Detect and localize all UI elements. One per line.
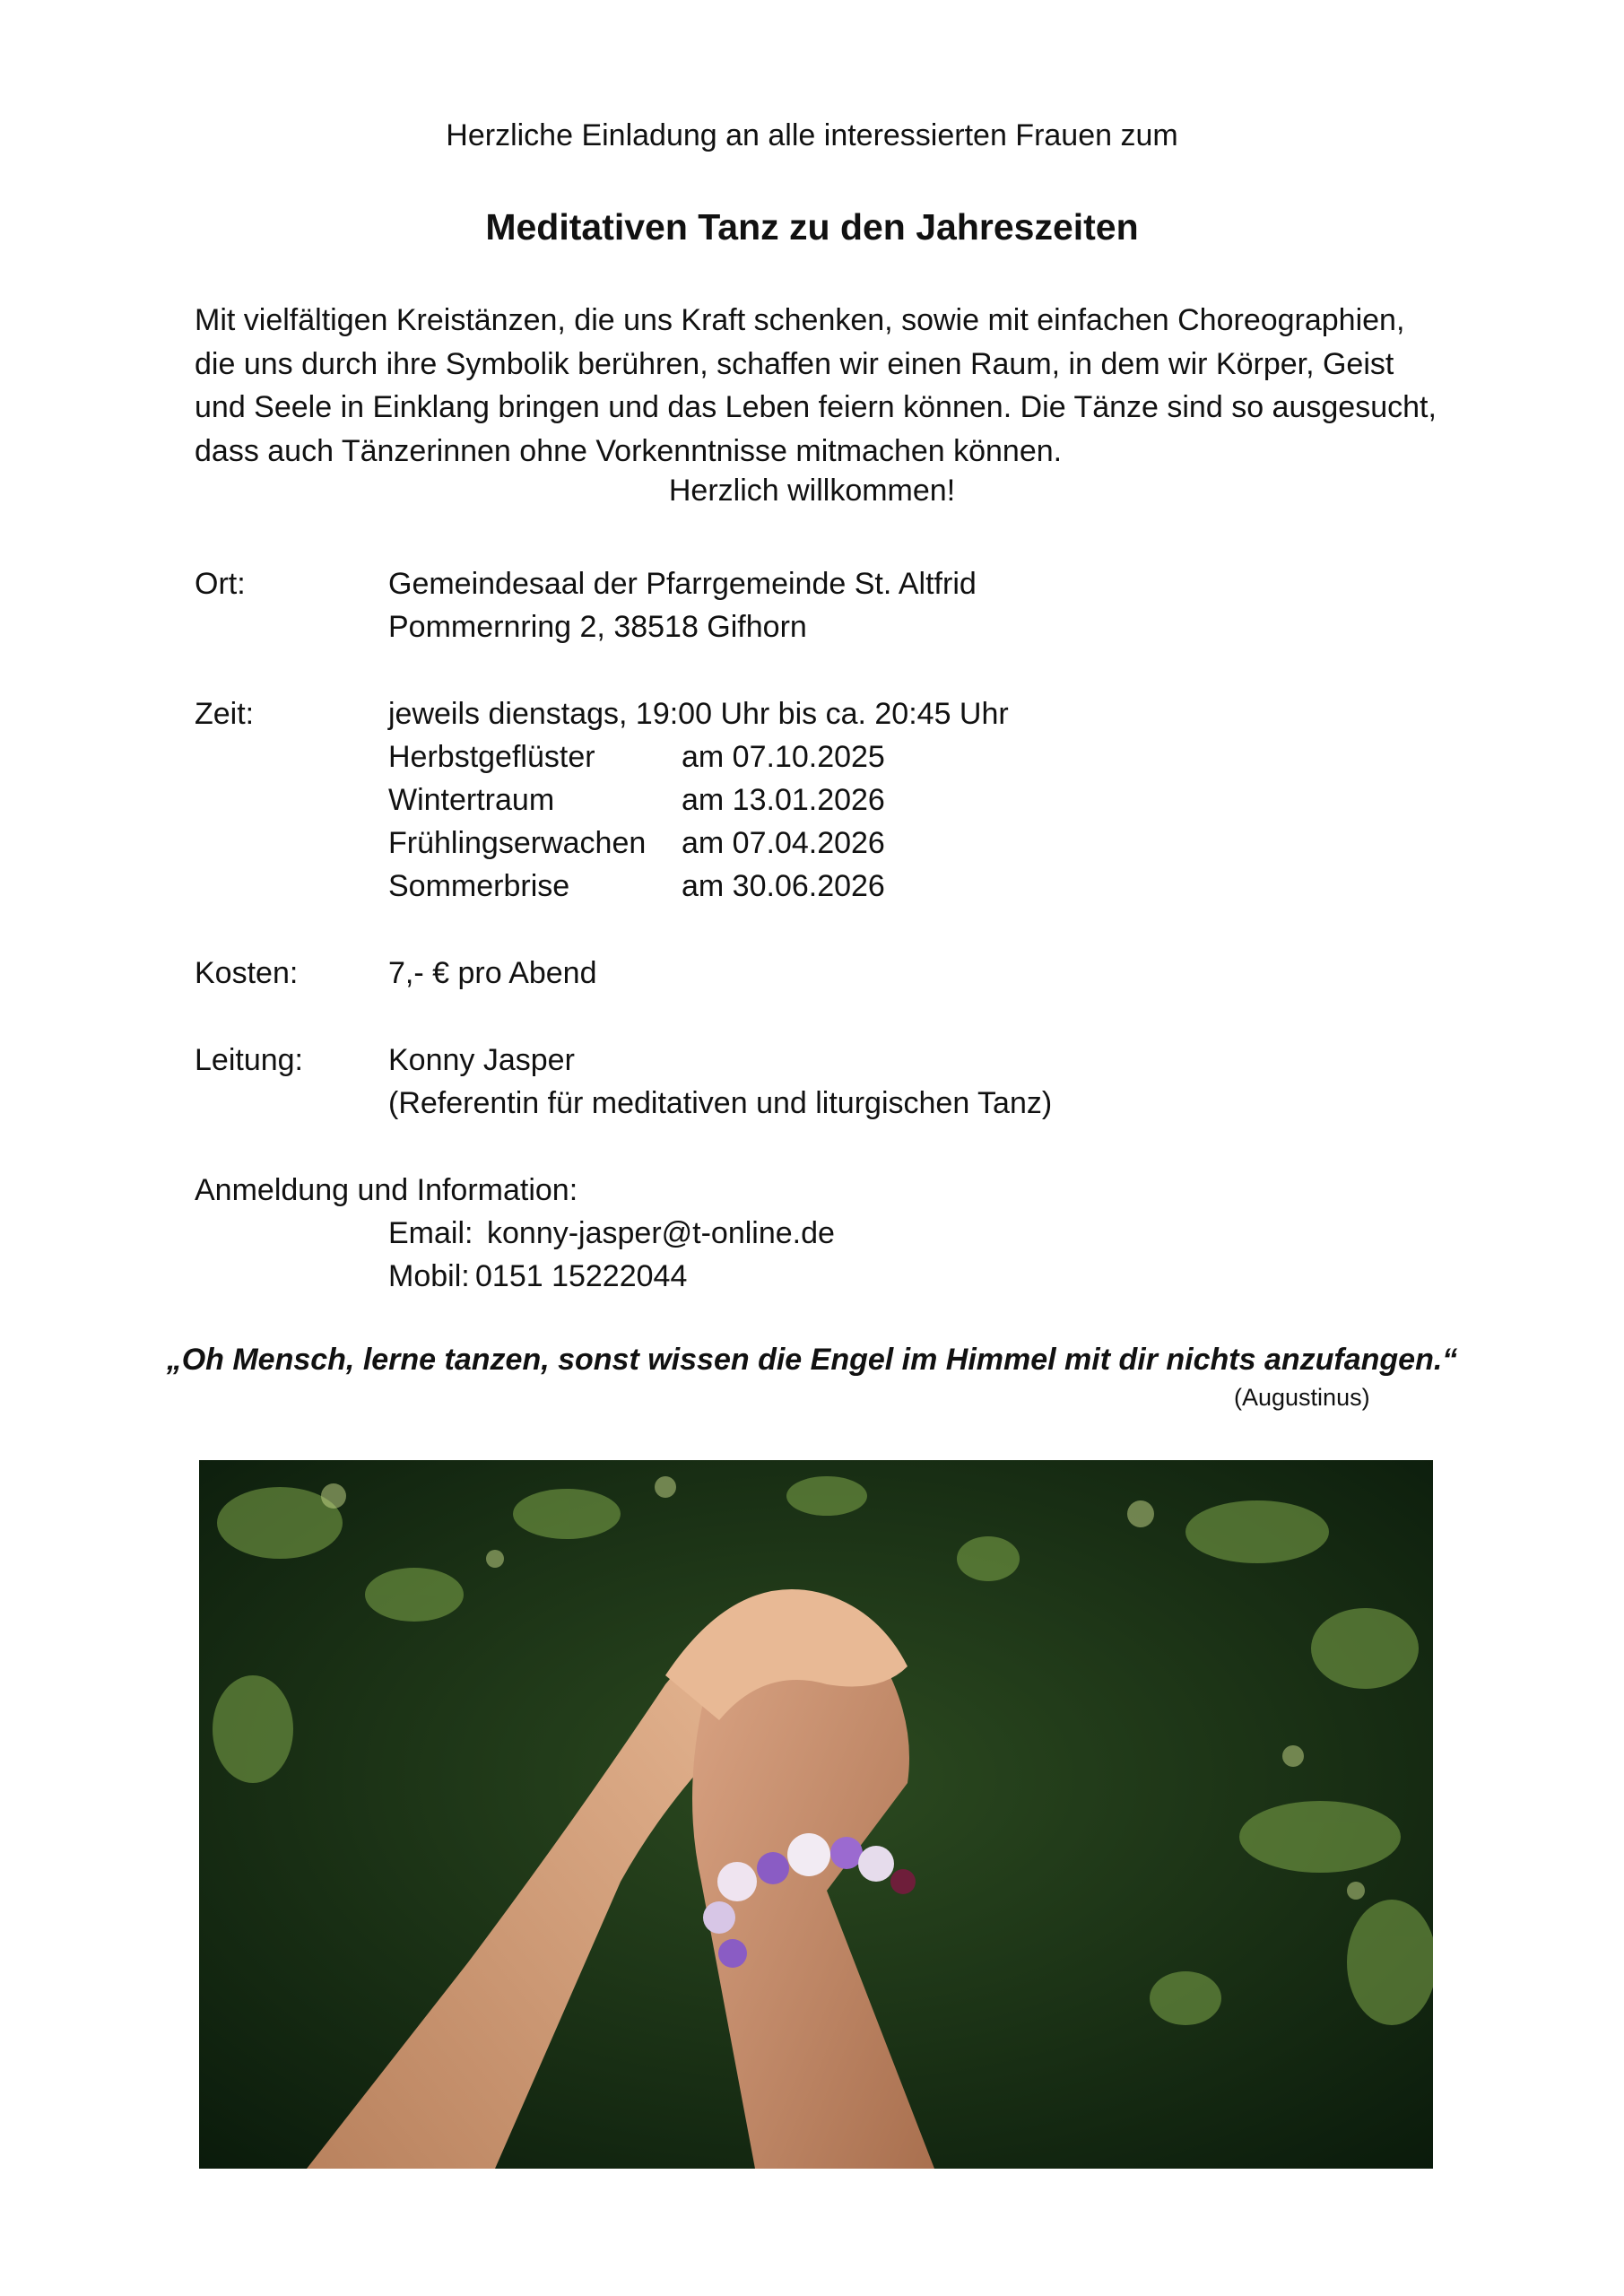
description-line: die uns durch ihre Symbolik berühren, schaffen wir einen Raum, in dem wir Körper, Geist [195, 346, 1394, 381]
description [195, 299, 1450, 473]
page-title: Meditativen Tanz zu den Jahreszeiten [485, 206, 1139, 248]
season-name: Herbstgeflüster [388, 740, 595, 774]
season-date: am 07.10.2025 [682, 740, 885, 774]
zeit-schedule: jeweils dienstags, 19:00 Uhr bis ca. 20:45 Uhr [388, 697, 1009, 731]
ort-label: Ort: [195, 567, 246, 601]
season-name: Wintertraum [388, 783, 555, 817]
quote-author: (Augustinus) [1234, 1384, 1370, 1411]
ort-address: Pommernring 2, 38518 Gifhorn [388, 610, 807, 644]
ort-venue: Gemeindesaal der Pfarrgemeinde St. Altfrid [388, 567, 977, 601]
mobil-label: Mobil: [388, 1259, 470, 1293]
leitung-name: Konny Jasper [388, 1043, 575, 1077]
description-line: dass auch Tänzerinnen ohne Vorkenntnisse mitmachen können. [195, 433, 1063, 468]
description-line: und Seele in Einklang bringen und das Leben feiern können. Die Tänze sind so ausgesucht, [195, 390, 1437, 424]
quote: „Oh Mensch, lerne tanzen, sonst wissen die Engel im Himmel mit dir nichts anzufangen.“ [166, 1343, 1458, 1377]
season-name: Sommerbrise [388, 869, 570, 903]
kosten-value: 7,- € pro Abend [388, 956, 597, 990]
email-link[interactable]: konny-jasper@t-online.de [487, 1216, 835, 1250]
zeit-label: Zeit: [195, 697, 255, 731]
welcome-text: Herzlich willkommen! [668, 474, 956, 508]
hands-photo [199, 1460, 1433, 2169]
intro-line: Herzliche Einladung an alle interessierten Frauen zum [446, 118, 1178, 152]
leitung-label: Leitung: [195, 1043, 303, 1077]
mobil-number: 0151 15222044 [475, 1259, 688, 1293]
season-date: am 07.04.2026 [682, 826, 885, 860]
season-date: am 30.06.2026 [682, 869, 885, 903]
kosten-label: Kosten: [195, 956, 299, 990]
email-label: Email: [388, 1216, 473, 1250]
season-name: Frühlingserwachen [388, 826, 647, 860]
leitung-role: (Referentin für meditativen und liturgischen Tanz) [388, 1086, 1053, 1120]
description-line: Mit vielfältigen Kreistänzen, die uns Kraft schenken, sowie mit einfachen Choreographien, [195, 303, 1405, 337]
anmeldung-label: Anmeldung und Information: [195, 1173, 578, 1207]
season-date: am 13.01.2026 [682, 783, 885, 817]
